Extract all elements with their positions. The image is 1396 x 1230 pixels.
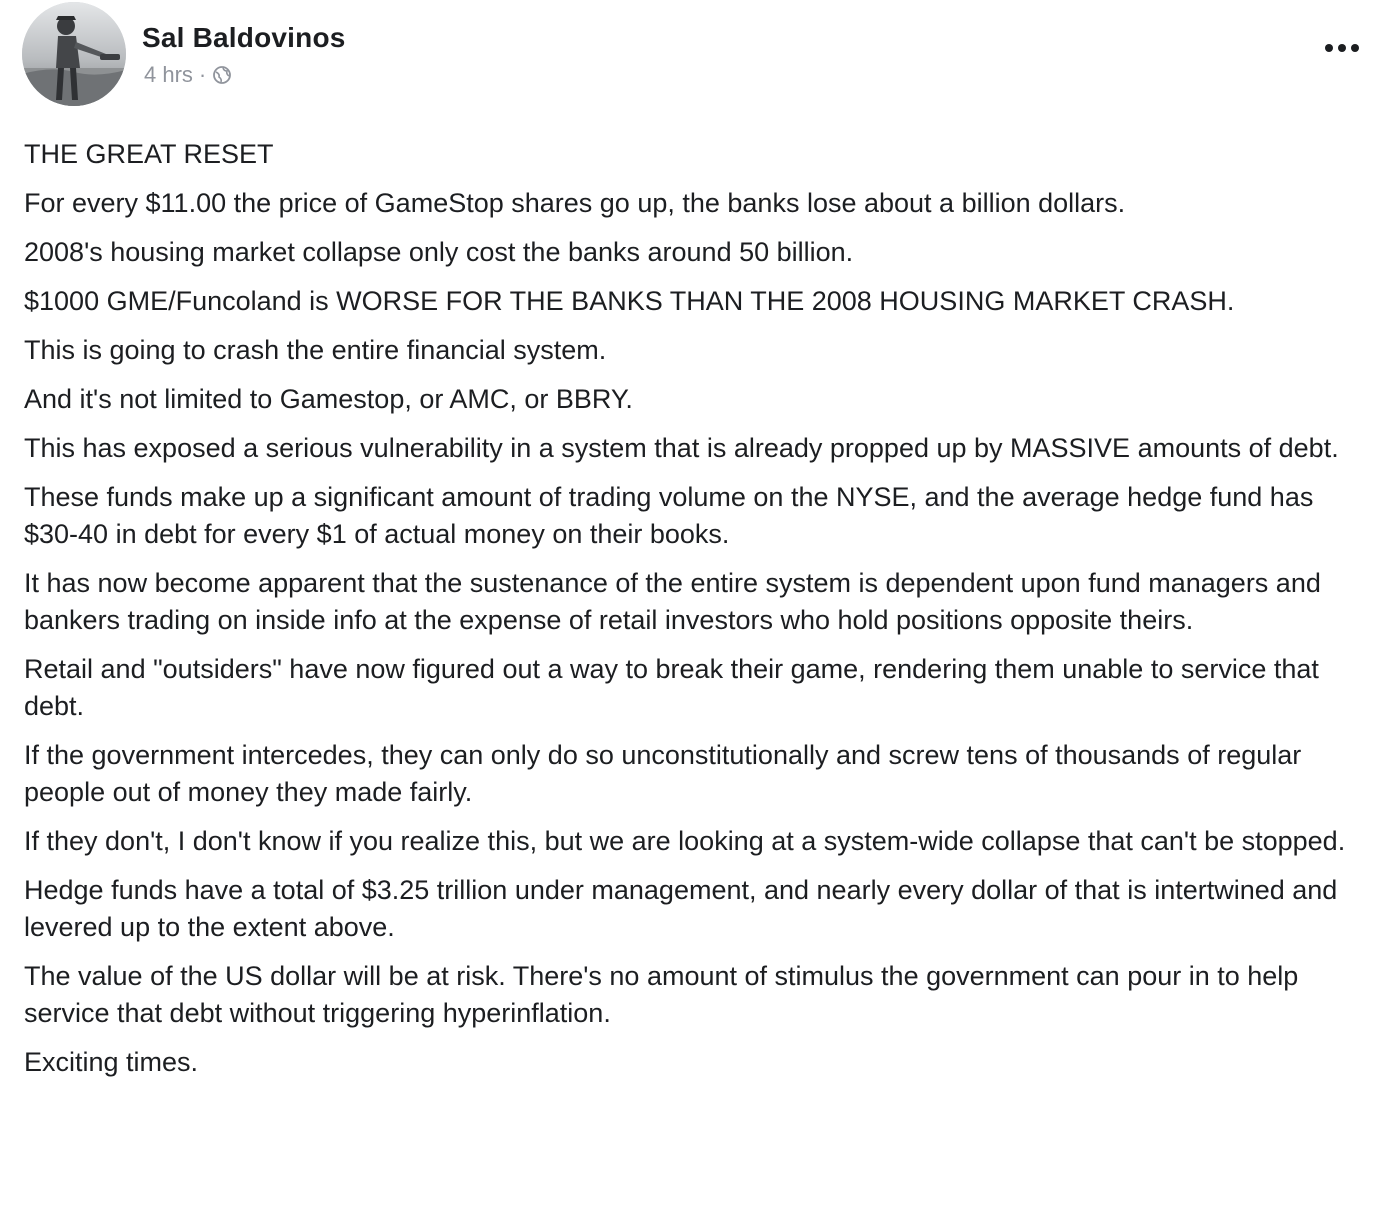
- post-paragraph: Retail and "outsiders" have now figured out a way to break their game, rendering them unable to service that debt.: [24, 654, 1319, 721]
- globe-icon: [212, 65, 232, 85]
- post-paragraph: If the government intercedes, they can only do so unconstitutionally and screw tens of thousands of regular people out of money they made fairly.: [24, 740, 1302, 807]
- post-paragraph: 2008's housing market collapse only cost the banks around 50 billion.: [24, 237, 854, 267]
- author-name[interactable]: Sal Baldovinos: [142, 22, 346, 53]
- post-paragraph: This is going to crash the entire financial system.: [24, 335, 607, 365]
- post-paragraph: Exciting times.: [24, 1047, 199, 1077]
- post-paragraph: This has exposed a serious vulnerability in a system that is already propped up by MASSIVE amounts of debt.: [24, 433, 1339, 463]
- meta-separator: ·: [198, 62, 207, 87]
- avatar-photo: [22, 2, 126, 106]
- post-time[interactable]: 4 hrs: [144, 62, 193, 87]
- post-paragraph: Hedge funds have a total of $3.25 trillion under management, and nearly every dollar of that is intertwined and levered up to the extent above.: [24, 875, 1338, 942]
- post-text: [24, 136, 1364, 1093]
- post-paragraph: If they don't, I don't know if you realize this, but we are looking at a system-wide collapse that can't be stopped.: [24, 826, 1346, 856]
- post-paragraph: And it's not limited to Gamestop, or AMC, or BBRY.: [24, 384, 633, 414]
- avatar[interactable]: [22, 2, 126, 106]
- post-meta: [144, 62, 232, 88]
- post-header: [22, 2, 1374, 110]
- post-paragraph: $1000 GME/Funcoland is WORSE FOR THE BANKS THAN THE 2008 HOUSING MARKET CRASH.: [24, 286, 1235, 316]
- post-paragraph: The value of the US dollar will be at risk. There's no amount of stimulus the government can pour in to help service that debt without triggering hyperinflation.: [24, 961, 1299, 1028]
- more-options-icon: [1324, 43, 1360, 53]
- post-paragraph: For every $11.00 the price of GameStop shares go up, the banks lose about a billion dollars.: [24, 188, 1126, 218]
- post-paragraph: THE GREAT RESET: [24, 139, 274, 169]
- post-paragraph: These funds make up a significant amount of trading volume on the NYSE, and the average hedge fund has $30-40 in debt for every $1 of actual money on their books.: [24, 482, 1314, 549]
- post-paragraph: It has now become apparent that the sustenance of the entire system is dependent upon fund managers and bankers trading on inside info at the expense of retail investors who hold positions opposite theirs.: [24, 568, 1321, 635]
- more-options-button[interactable]: [1320, 30, 1364, 66]
